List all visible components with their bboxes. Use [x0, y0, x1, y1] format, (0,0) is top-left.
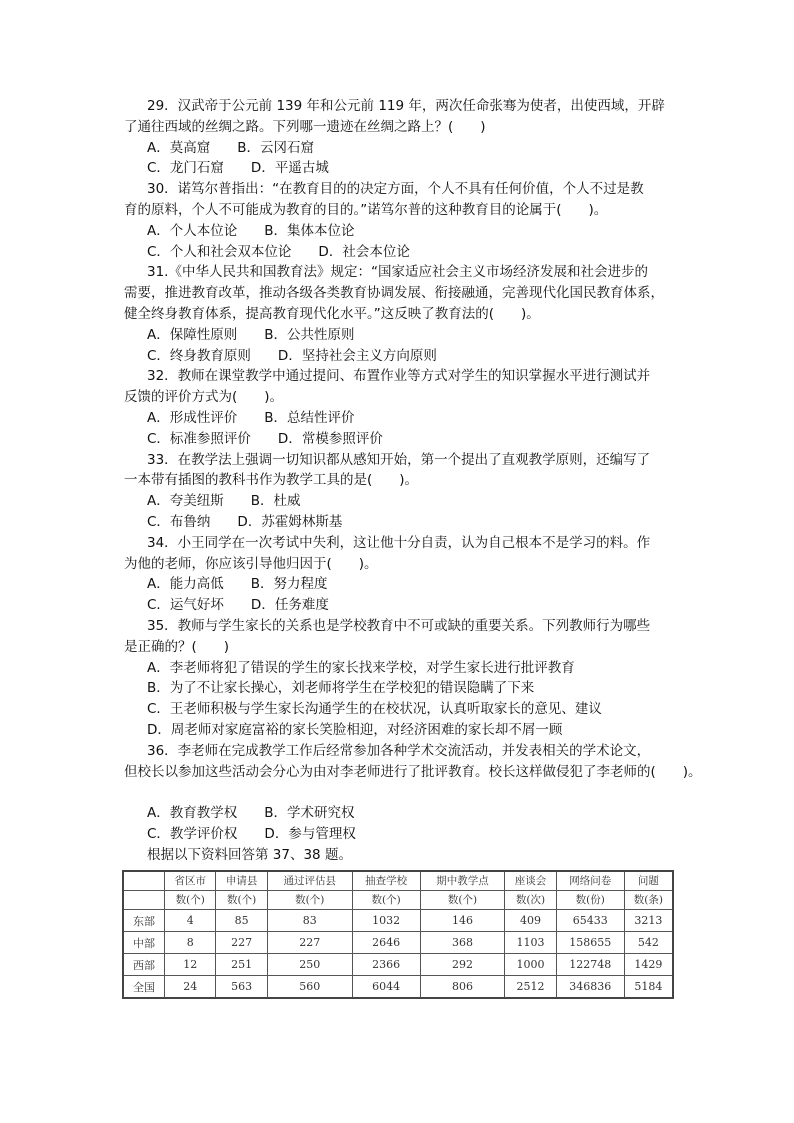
- column-header: 数(个): [352, 891, 420, 910]
- table-cell: 3213: [624, 910, 673, 932]
- text-line: 为他的老师，你应该引导他归因于( )。: [124, 555, 378, 572]
- table-cell: 560: [267, 976, 352, 999]
- table-cell: 中部: [123, 932, 165, 954]
- text-line: C．布鲁纳 D．苏霍姆林斯基: [147, 513, 343, 530]
- table-cell: 西部: [123, 954, 165, 976]
- text-line: 31.《中华人民共和国教育法》规定：“国家适应社会主义市场经济发展和社会进步的: [147, 264, 648, 281]
- table-row: [123, 954, 673, 976]
- column-header: [123, 871, 165, 891]
- text-line: 根据以下资料回答第 37、38 题。: [147, 846, 352, 863]
- text-line: 了通往西域的丝绸之路。下列哪一遗迹在丝绸之路上？( ): [124, 118, 486, 135]
- column-header: 数(次): [505, 891, 556, 910]
- text-line: C．标准参照评价 D．常模参照评价: [147, 430, 383, 447]
- text-line: 但校长以参加这些活动会分心为由对李老师进行了批评教育。校长这样做侵犯了李老师的( )。: [124, 763, 702, 780]
- table-cell: 1103: [505, 932, 556, 954]
- text-line: C．教学评价权 D．参与管理权: [147, 825, 356, 842]
- table-cell: 1429: [624, 954, 673, 976]
- text-line: D．周老师对家庭富裕的家长笑脸相迎，对经济困难的家长却不屑一顾: [147, 721, 563, 738]
- table-cell: 2512: [505, 976, 556, 999]
- text-line: 36．李老师在完成教学工作后经常参加各种学术交流活动，并发表相关的学术论文，: [147, 742, 651, 759]
- table-cell: 227: [267, 932, 352, 954]
- text-line: A．李老师将犯了错误的学生的家长找来学校，对学生家长进行批评教育: [147, 659, 575, 676]
- data-table: [122, 870, 674, 999]
- table-cell: 5184: [624, 976, 673, 999]
- text-line: 育的原料，个人不可能成为教育的目的。”诺笃尔普的这种教育目的论属于( )。: [124, 201, 608, 218]
- text-line: A．夸美纽斯 B．杜威: [147, 493, 301, 510]
- text-line: 健全终身教育体系，提高教育现代化水平。”这反映了教育法的( )。: [124, 305, 540, 322]
- table-cell: 6044: [352, 976, 420, 999]
- column-header: 数(个): [216, 891, 267, 910]
- text-line: [124, 782, 684, 803]
- column-header: 数(个): [420, 891, 505, 910]
- text-line: 一本带有插图的教科书作为教学工具的是( )。: [124, 472, 419, 489]
- table-cell: 251: [216, 954, 267, 976]
- table-cell: 158655: [556, 932, 624, 954]
- column-header: 数(个): [267, 891, 352, 910]
- column-header: 省区市: [165, 871, 216, 891]
- table-cell: 250: [267, 954, 352, 976]
- table-cell: 65433: [556, 910, 624, 932]
- table-cell: 292: [420, 954, 505, 976]
- column-header: 期中教学点: [420, 871, 505, 891]
- column-header: 数(条): [624, 891, 673, 910]
- text-line: C．终身教育原则 D．坚持社会主义方向原则: [147, 347, 437, 364]
- column-header: 抽查学校: [352, 871, 420, 891]
- table-cell: 8: [165, 932, 216, 954]
- column-header: 数(份): [556, 891, 624, 910]
- table-cell: 85: [216, 910, 267, 932]
- text-line: 反馈的评价方式为( )。: [124, 389, 284, 406]
- table-cell: 2366: [352, 954, 420, 976]
- column-header: 问题: [624, 871, 673, 891]
- question-text: [124, 96, 702, 865]
- table-cell: 368: [420, 932, 505, 954]
- table-cell: 24: [165, 976, 216, 999]
- text-line: C．龙门石窟 D．平遥古城: [147, 160, 329, 177]
- text-line: B．为了不让家长操心，刘老师将学生在学校犯的错误隐瞒了下来: [147, 680, 535, 697]
- text-line: 35．教师与学生家长的关系也是学校教育中不可或缺的重要关系。下列教师行为哪些: [147, 617, 651, 634]
- text-line: 需要，推进教育改革，推动各级各类教育协调发展、衔接融通，完善现代化国民教育体系，: [124, 285, 664, 302]
- text-line: C．王老师积极与学生家长沟通学生的在校状况，认真听取家长的意见、建议: [147, 701, 602, 718]
- column-header: 网络问卷: [556, 871, 624, 891]
- column-header: 座谈会: [505, 871, 556, 891]
- text-line: A．莫高窟 B．云冈石窟: [147, 139, 314, 156]
- table-cell: 563: [216, 976, 267, 999]
- table-cell: 83: [267, 910, 352, 932]
- column-header: 申请县: [216, 871, 267, 891]
- table-cell: 122748: [556, 954, 624, 976]
- text-line: A．形成性评价 B．总结性评价: [147, 409, 355, 426]
- column-header: 数(个): [165, 891, 216, 910]
- text-line: 29．汉武帝于公元前 139 年和公元前 119 年，两次任命张骞为使者，出使西域，开辟: [147, 98, 665, 114]
- table-cell: 346836: [556, 976, 624, 999]
- table-cell: 1032: [352, 910, 420, 932]
- text-line: A．个人本位论 B．集体本位论: [147, 222, 355, 239]
- table-cell: 全国: [123, 976, 165, 999]
- table-cell: 12: [165, 954, 216, 976]
- table-row: [123, 910, 673, 932]
- table-cell: 1000: [505, 954, 556, 976]
- table-cell: 227: [216, 932, 267, 954]
- column-header: [123, 891, 165, 910]
- table-row: [123, 932, 673, 954]
- text-line: 33．在教学法上强调一切知识都从感知开始，第一个提出了直观教学原则，还编写了: [147, 451, 651, 468]
- table-cell: 542: [624, 932, 673, 954]
- table-cell: 409: [505, 910, 556, 932]
- table-cell: 146: [420, 910, 505, 932]
- text-line: 是正确的？( ): [124, 638, 230, 655]
- text-line: C．个人和社会双本位论 D．社会本位论: [147, 243, 410, 260]
- table-cell: 806: [420, 976, 505, 999]
- text-line: 30．诺笃尔普指出：“在教育目的的决定方面，个人不具有任何价值，个人不过是教: [147, 181, 644, 198]
- text-line: A．教育教学权 B．学术研究权: [147, 805, 355, 822]
- table-cell: 4: [165, 910, 216, 932]
- text-line: 34．小王同学在一次考试中失利，这让他十分自责，认为自己根本不是学习的料。作: [147, 534, 651, 551]
- text-line: A．能力高低 B．努力程度: [147, 576, 328, 593]
- table-row: [123, 976, 673, 999]
- column-header: 通过评估县: [267, 871, 352, 891]
- table-cell: 东部: [123, 910, 165, 932]
- text-line: C．运气好坏 D．任务难度: [147, 597, 329, 614]
- text-line: 32．教师在课堂教学中通过提问、布置作业等方式对学生的知识掌握水平进行测试并: [147, 368, 651, 385]
- table-cell: 2646: [352, 932, 420, 954]
- text-line: A．保障性原则 B．公共性原则: [147, 326, 355, 343]
